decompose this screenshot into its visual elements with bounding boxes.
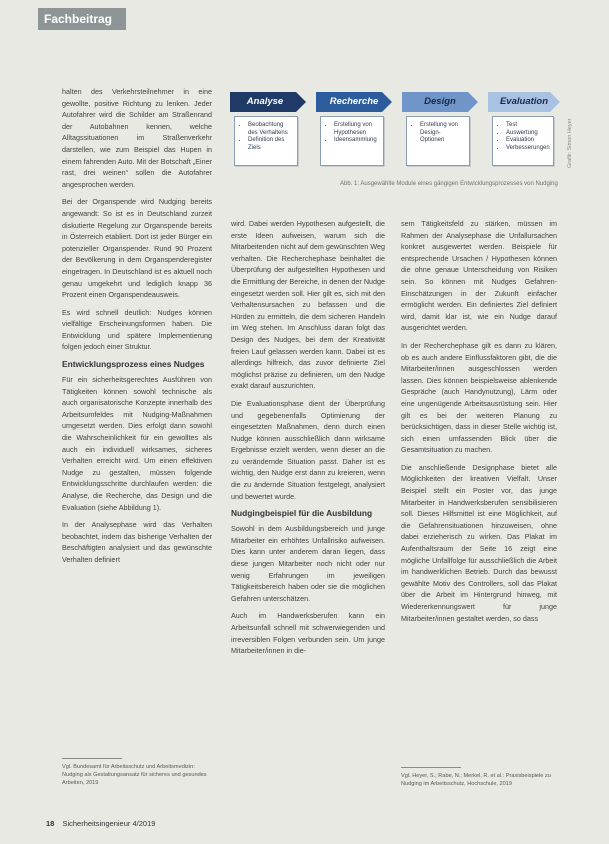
text-column-1 [62,86,212,572]
paragraph: wird. Dabei werden Hypothesen aufgestellt, die erste Ideen aufweisen, warum sich die Mitarbeitenden nicht auf dem gewünschten Weg verhalten. Die Recherchephase beinhaltet die Überprüfung der aufgestellten Hypothesen und die Ermittlung der Bereiche, in denen der Nudge eingesetzt werden soll. Hier gilt es, sich mit den Verhaltensursachen zu befassen und die Hürden zu ermitteln, die dem sicheren Handeln im Weg stehen. Im Anschluss daran folgt das Design des Nudges, bei dem der Kreativität freien Lauf gelassen werden kann. Dabei ist es allerdings hilfreich, das zuvor definierte Ziel möglichst präzise zu definieren, um den Nudge exakt darauf auszurichten. [231,219,385,391]
section-heading: Entwicklungsprozess eines Nudges [62,359,205,370]
phase-item-box [492,116,554,166]
phase-header [488,92,560,112]
footnote: Vgl. Bundesamt für Arbeitsschutz und Arbeitsmedizin: Nudging als Gestaltungsansatz für sicheres und gesundes Arbeiten, 2019 [62,764,207,786]
magazine-name: Sicherheitsingenieur 4/2019 [62,819,156,828]
section-tag: Fachbeitrag [38,8,126,30]
phase-header [316,92,392,112]
paragraph: In der Recherchephase gilt es dann zu klären, ob es auch andere Einflussfaktoren gibt, die die Mitarbeiter/innen ausgeschlossen werden lassen. Dies können beispielsweise ablenkende Gespräche (auch Handynutzung), Lärm oder eine ungenügende Arbeitsausrüstung sein. Hier gilt es bei der weiteren Planung zu berücksichtigen, dass in dieser Stelle wichtig ist, sich einen umfassenden Blick über die Gesamtsituation zu machen. [401,340,557,455]
paragraph: Die anschließende Designphase bietet alle Möglichkeiten der kreativen Vielfalt. Unser Beispiel stellt ein Poster vor, das junge Mitarbeiter in Handwerksberufen sensibilisieren soll. Dieses Hilfsmittel ist eine Möglichkeit, auf die Gefahrensituationen hinzuweisen, ohne dabei erzieherisch zu wirken. Das Plakat im Aufenthaltsraum der Seite 16 zeigt eine mögliche Unfallfolge für ausschließlich die Arbeit im handwerklichen Betrieb. Durch das bewusst gewählte Motiv des Controllers, soll das Plakat über die Arbeit im Hintergrund hinweg, mit Wiedererkennungswert für junge Mitarbeiter/innen gestaltet werden, so dass [401,462,557,623]
process-diagram [230,92,560,180]
phase-item: • Erstellung von Design-Optionen [420,122,464,145]
phase-item: • Ideensammlung [334,137,378,145]
phase-item: • Erstellung von Hypothesen [334,122,378,137]
phase-title: Evaluation [499,96,549,107]
footnote-divider [401,767,461,768]
figure-caption: Abb. 1: Ausgewählte Module eines gängigen Entwicklungsprozesses von Nudging [340,181,558,187]
paragraph: Sowohl in dem Ausbildungsbereich und junge Mitarbeiter ein erhöhtes Unfallrisiko aufweisen. Dies kann unter anderem daran liegen, dass diese jungen Mitarbeiter noch nicht oder nur wenig Erfahrungen im jeweiligen Tätigkeitsbereich haben oder sie die möglichen Gefahren unterschätzen. [231,524,385,603]
text-column-3 [401,218,557,630]
phase-item: • Auswertung [506,130,548,138]
page-footer [46,819,155,828]
paragraph: halten des Verkehrsteilnehmer in eine gewollte, positive Richtung zu lenken. Jeder Autofahrer wird die Schilder am Straßenrand der Autobahnen kennen, welche Alltagssituationen im Straßenverkehr darstellen, wie zum Beispiel das Hupen in einem fahrenden Auto. Mit der Botschaft „Einer rast, drei weinen“ sollen die Autofahrer angesprochen werden. [62,87,212,189]
phase-item-box [320,116,384,166]
phase-header [402,92,478,112]
paragraph: Bei der Organspende wird Nudging bereits angewandt: So ist es in Deutschland zurzeit diskutierte Regelung zur Organspende bereits in Österreich etabliert. Dort ist jeder Bürger ein potenzieller Organspender. Rund 90 Prozent der Bevölkerung in dem Organspenderegister eingetragen. In Deutschland ist es aktuell noch genau umgekehrt und lediglich knapp 36 Prozent einen Organspendeausweis. [62,197,212,300]
phase-header [230,92,300,112]
phase-title: Analyse [246,96,284,107]
footnote: Vgl. Heyer, S.; Rabe, N.; Merkel, R. et al.: Praxisbeispiele zu Nudging im Arbeitsschutz, Hochschule, 2019 [401,773,551,787]
phase-item: • Evaluation [506,137,548,145]
paragraph: sem Tätigkeitsfeld zu stärken, müssen im Rahmen der Analysephase die Unfallursachen konkret ausgewertet werden. Beispiele für entsprechende Ursachen / Hypothesen können die ohne genaue Unterscheidung von Risiken sein. So können mit Nudges Gefahren-Einschätzungen in der Zukunft einfacher ermöglicht werden. Ein definiertes Ziel definiert wird, damit klar ist, wie ein Nudge darauf ausgerichtet werden. [401,219,557,333]
phase-item-box [234,116,298,166]
footnote-divider [62,758,122,759]
section-heading: Nudgingbeispiel für die Ausbildung [231,508,373,519]
phase-title: Design [424,96,456,107]
phase-title: Recherche [329,96,379,107]
paragraph: In der Analysephase wird das Verhalten beobachtet, indem das bisherige Verhalten der Beschäftigten analysiert und das gewünschte Verhalten definiert [62,520,212,564]
phase-item: • Test [506,122,548,130]
paragraph: Auch im Handwerksberufen kann ein Arbeitsunfall schnell mit schwerwiegenden und irreversiblen Folgen verbunden sein. Um junge Mitarbeiter/innen in die- [231,611,385,656]
phase-item-box [406,116,470,166]
phase-item: • Beobachtung des Verhaltens [248,122,292,137]
page-number: 18 [46,819,55,828]
figure-credit: Grafik: Simon Heyer [567,118,573,168]
paragraph: Es wird schnell deutlich: Nudges können vielfältige Erscheinungsformen haben. Die Entwicklung und spätere Implementierung folgen jedoch einer Struktur. [62,307,212,352]
text-column-2 [231,218,385,663]
paragraph: Für ein sicherheitsgerechtes Ausführen von Tätigkeiten können sowohl technische als auch organisatorische Konzepte innerhalb des Arbeitsumfeldes mit Nudging-Maßnahmen umgesetzt werden. Dies erfolgt dann sowohl die Wahrscheinlichkeit für ein gewolltes als auch ein individuell wirksames, sicheres Verhalten erreicht wird. Um einen effektiven Nudge zu gestalten, müssen folgende Entwicklungsschritte durchlaufen werden: die Analyse, die Recherche, das Design und die Evaluation (siehe Abbildung 1). [62,375,212,512]
paragraph: Die Evaluationsphase dient der Überprüfung und gegebenenfalls Optimierung der eingesetzten Maßnahmen, denn durch einen Nudge können ausschließlich dann wirksame Ergebnisse erzielt werden, wenn dieser an die zu verändernde Situation passt. Daher ist es wichtig, den Nudge erst dann zu kreieren, wenn die zu ändernde Situation festgelegt, analysiert und bewertet wurde. [231,398,385,501]
phase-item: • Definition des Ziels [248,137,292,152]
phase-item: • Verbesserungen [506,145,548,153]
